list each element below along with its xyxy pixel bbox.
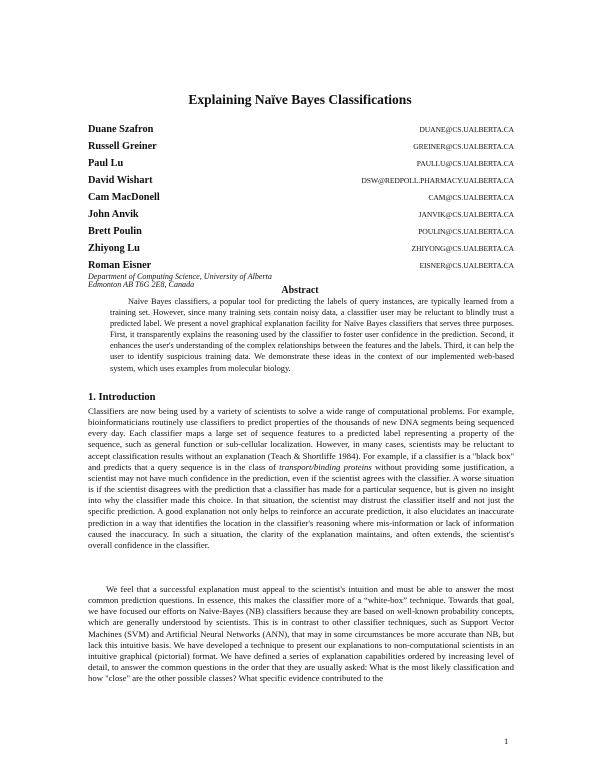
author-email: JANVIK@CS.UALBERTA.CA [418,210,514,219]
intro-paragraph-1 [88,406,514,551]
author-email: DUANE@CS.UALBERTA.CA [419,125,514,134]
author-name: Duane Szafron [88,124,154,135]
author-email: CAM@CS.UALBERTA.CA [428,193,514,202]
author-row [88,155,514,172]
intro-p1-text-b: without providing some justification, a scientist may not have much confidence in the prediction, even if the scientist agrees with the classifier. A worse situation is if the scientist disagrees with the prediction that a classifier has made for a particular sequence, but is given no insight into why the classifier made this choice. In that situation, the scientist may distrust the classifier itself and not just the specific prediction. A good explanation not only helps to reinforce an accurate prediction, it also elucidates an inaccurate prediction in a way that identifies the location in the classifier's reasoning where mis-information or lack of information caused the inaccuracy. In such a situation, the clarity of the explanation maintains, and often extends, the scientist's overall confidence in the classifier. [88,461,514,550]
author-name: Brett Poulin [88,226,142,237]
author-name: Zhiyong Lu [88,243,140,254]
author-name: David Wishart [88,175,153,186]
abstract-heading: Abstract [281,285,319,296]
author-row [88,121,514,138]
author-row [88,223,514,240]
abstract-text: Naïve Bayes classifiers, a popular tool for predicting the labels of query instances, are typically learned from a training set. However, since many training sets contain noisy data, a classifier user may be reluctant to blindly trust a predicted label. We present a novel graphical explanation facility for Naïve Bayes classifiers that serves three purposes. First, it transparently explains the reasoning used by the classifier to foster user confidence in the prediction. Second, it enhances the user's understanding of the complex relationships between the features and the labels. Third, it can help the user to identify suspicious training data. We demonstrate these ideas in the context of our implemented web-based system, which uses examples from molecular biology. [110,297,514,373]
author-name: Paul Lu [88,158,124,169]
author-name: John Anvik [88,209,139,220]
author-name: Cam MacDonell [88,192,160,203]
intro-paragraph-2: We feel that a successful explanation must appeal to the scientist's intuition and must be able to answer the most common prediction questions. In essence, this makes the classifier more of a “white-box” technique. Towards that goal, we have focused our efforts on Naïve-Bayes (NB) classifiers because they are based on well-known probability concepts, which are generally understood by scientists. This is in contrast to other classifier techniques, such as Support Vector Machines (SVM) and Artificial Neural Networks (ANN), that may in some circumstances be more accurate than NB, but lack this intuitive basis. We have developed a technique to present our explanations to non-computational scientists in an intuitive graphical (pictorial) format. We have defined a series of explanation capabilities ordered by increasing level of detail, to answer the common questions in the order that they are usually asked: What is the most likely classification and how "close" are the other possible classes? What specific evidence contributed to the [88,584,514,684]
author-name: Russell Greiner [88,141,157,152]
author-email: GREINER@CS.UALBERTA.CA [413,142,514,151]
author-email: POULIN@CS.UALBERTA.CA [418,227,514,236]
page-number: 1 [504,736,509,746]
author-row [88,206,514,223]
section-heading: 1. Introduction [88,392,156,403]
author-list [88,121,514,290]
affiliation-line: Department of Computing Science, University of Alberta [88,272,272,281]
author-email: EISNER@CS.UALBERTA.CA [419,261,514,270]
author-name: Roman Eisner [88,260,152,271]
author-email: PAULLU@CS.UALBERTA.CA [416,159,514,168]
intro-p1-italic: transport/binding proteins [279,461,372,472]
author-row [88,240,514,257]
affiliation-line: Edmonton AB T6G 2E8, Canada [88,280,195,289]
author-email: DSW@REDPOLL.PHARMACY.UALBERTA.CA [361,176,514,185]
author-email: ZHIYONG@CS.UALBERTA.CA [411,244,514,253]
author-row [88,189,514,206]
paper-title: Explaining Naïve Bayes Classifications [188,92,412,107]
author-row [88,172,514,189]
author-row [88,138,514,155]
intro-p1-text-a: Classifiers are now being used by a variety of scientists to solve a wide range of computational problems. For example, bioinformaticians routinely use classifiers to predict properties of the thousands of new DNA segments being sequenced every day. Each classifier maps a large set of sequence features to a predicted label representing a property of the sequence, such as general function or sub-cellular localization. However, in many cases, scientists may be reluctant to accept classification results without an explanation (Teach & Shortliffe 1984). For example, if a classifier is a "black box" and predicts that a query sequence is in the class of [88,406,514,472]
